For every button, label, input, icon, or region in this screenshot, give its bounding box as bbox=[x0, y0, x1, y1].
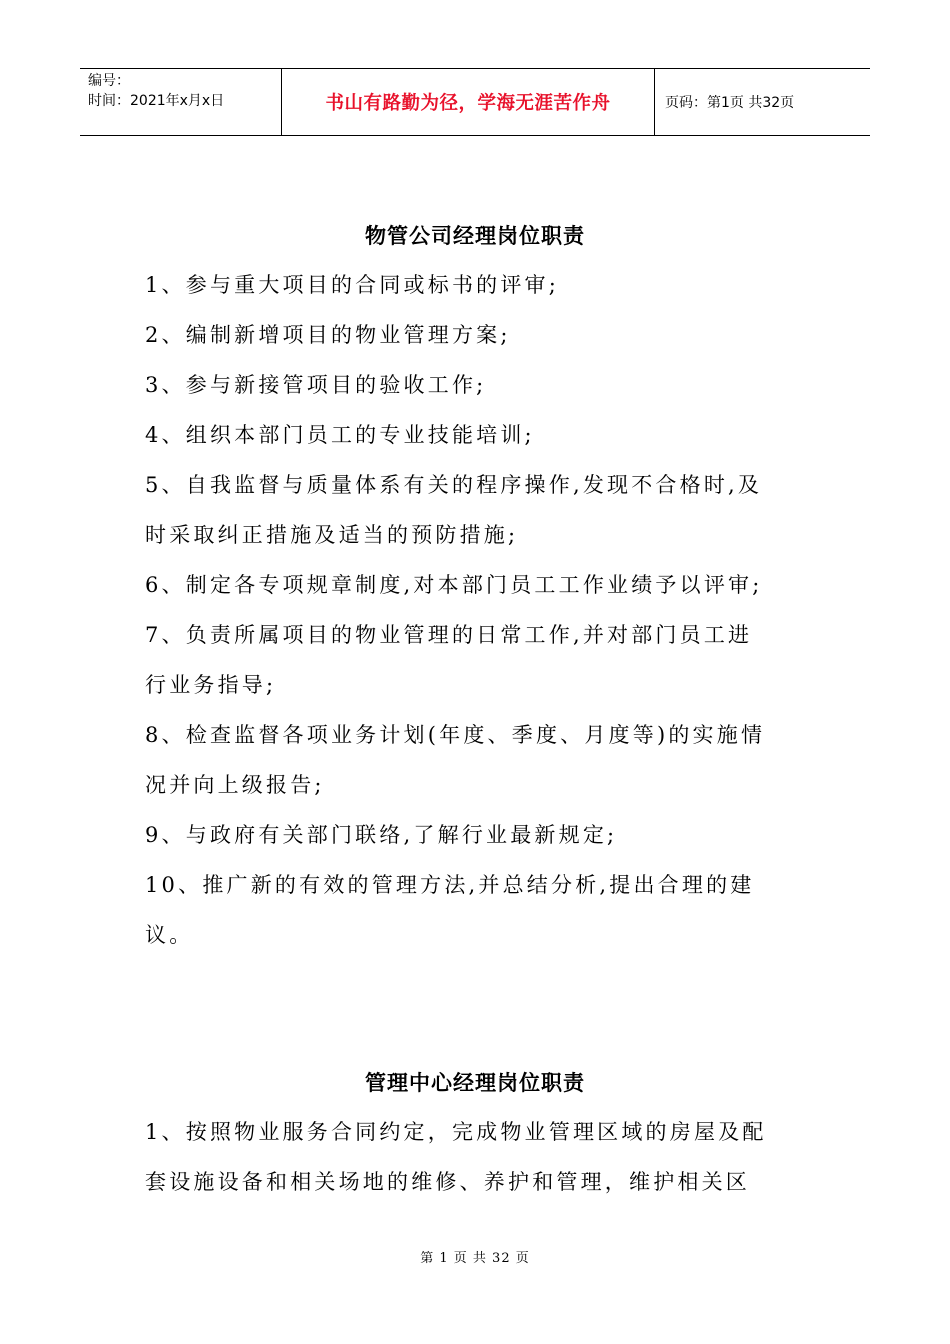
list-item-line: 1、按照物业服务合同约定，完成物业管理区域的房屋及配 bbox=[145, 1120, 767, 1144]
list-item-line: 时采取纠正措施及适当的预防措施; bbox=[145, 523, 519, 547]
list-item-line: 8、检查监督各项业务计划(年度、季度、月度等)的实施情 bbox=[145, 723, 766, 747]
list-item bbox=[145, 710, 815, 810]
list-item bbox=[145, 360, 815, 410]
header-meta bbox=[80, 69, 282, 135]
list-item bbox=[145, 1107, 815, 1207]
list-item bbox=[145, 410, 815, 460]
list-item-line: 况并向上级报告; bbox=[145, 773, 325, 797]
list-item bbox=[145, 310, 815, 360]
time-label: 时间：2021年x月x日 bbox=[88, 93, 225, 109]
list-item-line: 行业务指导; bbox=[145, 673, 277, 697]
list-item bbox=[145, 560, 815, 610]
list-item-line: 2、编制新增项目的物业管理方案; bbox=[145, 323, 511, 347]
list-item-line: 10、推广新的有效的管理方法,并总结分析,提出合理的建 bbox=[145, 873, 755, 897]
list-item-line: 议。 bbox=[145, 923, 194, 947]
document-header bbox=[80, 68, 870, 136]
list-item-line: 7、负责所属项目的物业管理的日常工作,并对部门员工进 bbox=[145, 623, 753, 647]
list-item-line: 4、组织本部门员工的专业技能培训; bbox=[145, 423, 535, 447]
page-footer: 第 1 页 共 32 页 bbox=[420, 1251, 530, 1266]
list-item-line: 1、参与重大项目的合同或标书的评审; bbox=[145, 273, 560, 297]
section-title-2: 管理中心经理岗位职责 bbox=[365, 1071, 585, 1095]
list-item bbox=[145, 860, 815, 960]
header-motto: 书山有路勤为径，学海无涯苦作舟 bbox=[282, 69, 655, 135]
list-item-line: 9、与政府有关部门联络,了解行业最新规定; bbox=[145, 823, 618, 847]
list-item-line: 5、自我监督与质量体系有关的程序操作,发现不合格时,及 bbox=[145, 473, 763, 497]
list-item-line: 3、参与新接管项目的验收工作; bbox=[145, 373, 487, 397]
number-label: 编号： bbox=[88, 73, 130, 89]
list-item-line: 套设施设备和相关场地的维修、养护和管理，维护相关区 bbox=[145, 1170, 750, 1194]
list-item bbox=[145, 260, 815, 310]
list-item-line: 6、制定各专项规章制度,对本部门员工工作业绩予以评审; bbox=[145, 573, 763, 597]
list-item bbox=[145, 460, 815, 560]
list-item bbox=[145, 810, 815, 860]
header-page-info: 页码：第1页 共32页 bbox=[665, 95, 795, 111]
section-title-1: 物管公司经理岗位职责 bbox=[365, 224, 585, 248]
list-item bbox=[145, 610, 815, 710]
